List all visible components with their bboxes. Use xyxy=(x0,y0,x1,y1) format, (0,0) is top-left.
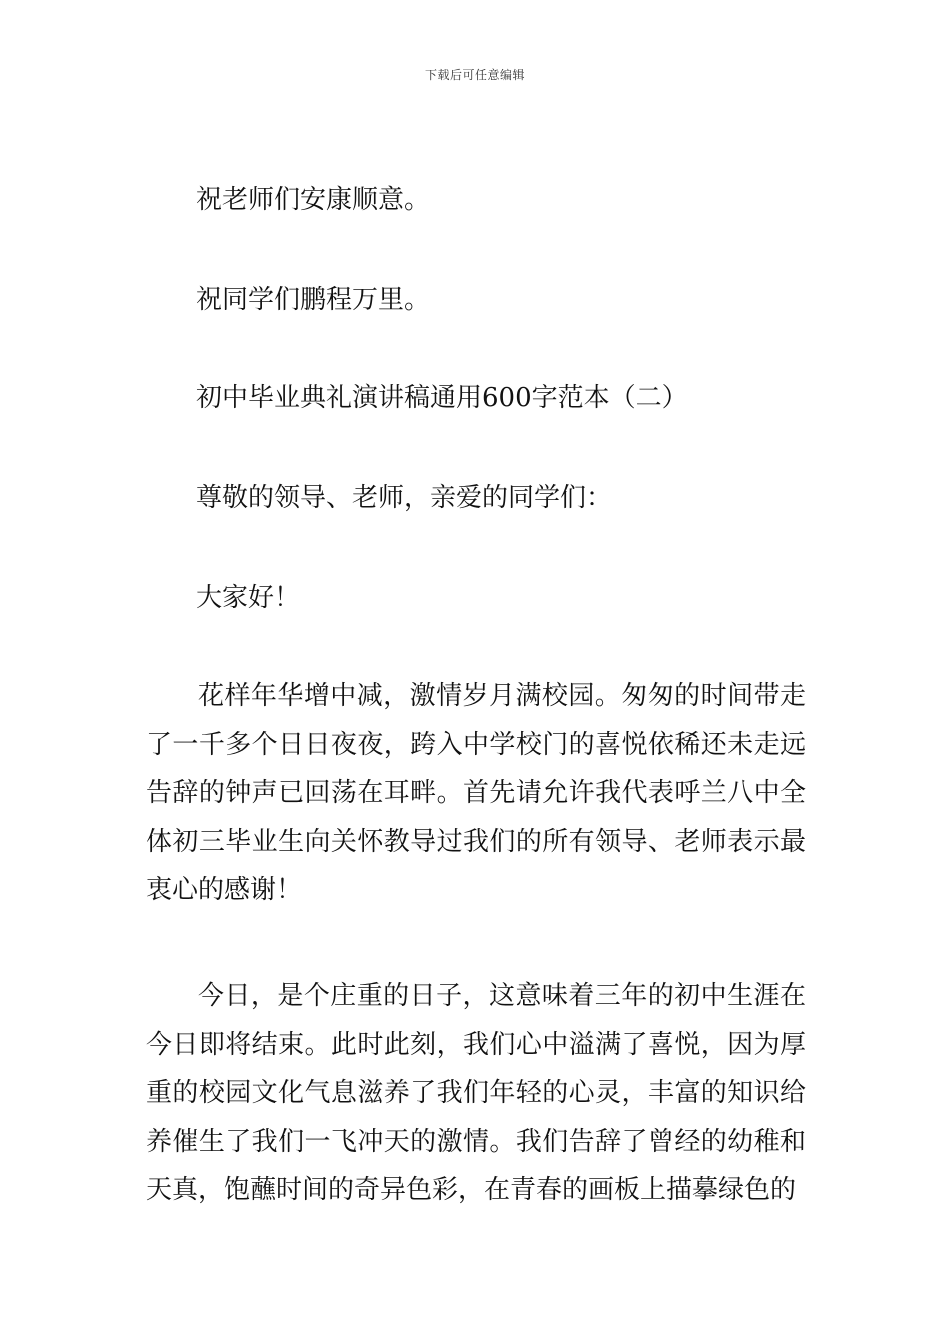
greeting: 大家好！ xyxy=(196,583,301,613)
closing-line-students: 祝同学们鹏程万里。 xyxy=(196,285,431,315)
closing-line-teachers: 祝老师们安康顺意。 xyxy=(196,185,431,215)
page-header: 下载后可任意编辑 xyxy=(424,68,525,82)
section-title: 初中毕业典礼演讲稿通用600字范本（二） xyxy=(196,383,688,413)
body-paragraph-2: 今日，是个庄重的日子，这意味着三年的初中生涯在今日即将结束。此时此刻，我们心中溢满了喜悦，因为厚重的校园文化气息滋养了我们年轻的心灵，丰富的知识给养催生了我们一飞冲天的激情。我们告辞了曾经的幼稚和天真，饱蘸时间的奇异色彩，在青春的画板上描摹绿色的 xyxy=(146,981,806,1206)
salutation: 尊敬的领导、老师，亲爱的同学们： xyxy=(196,483,613,513)
body-paragraph-1: 花样年华增中减，激情岁月满校园。匆匆的时间带走了一千多个日日夜夜，跨入中学校门的喜悦依稀还未走远告辞的钟声已回荡在耳畔。首先请允许我代表呼兰八中全体初三毕业生向关怀教导过我们的所有领导、老师表示最衷心的感谢！ xyxy=(146,681,806,906)
